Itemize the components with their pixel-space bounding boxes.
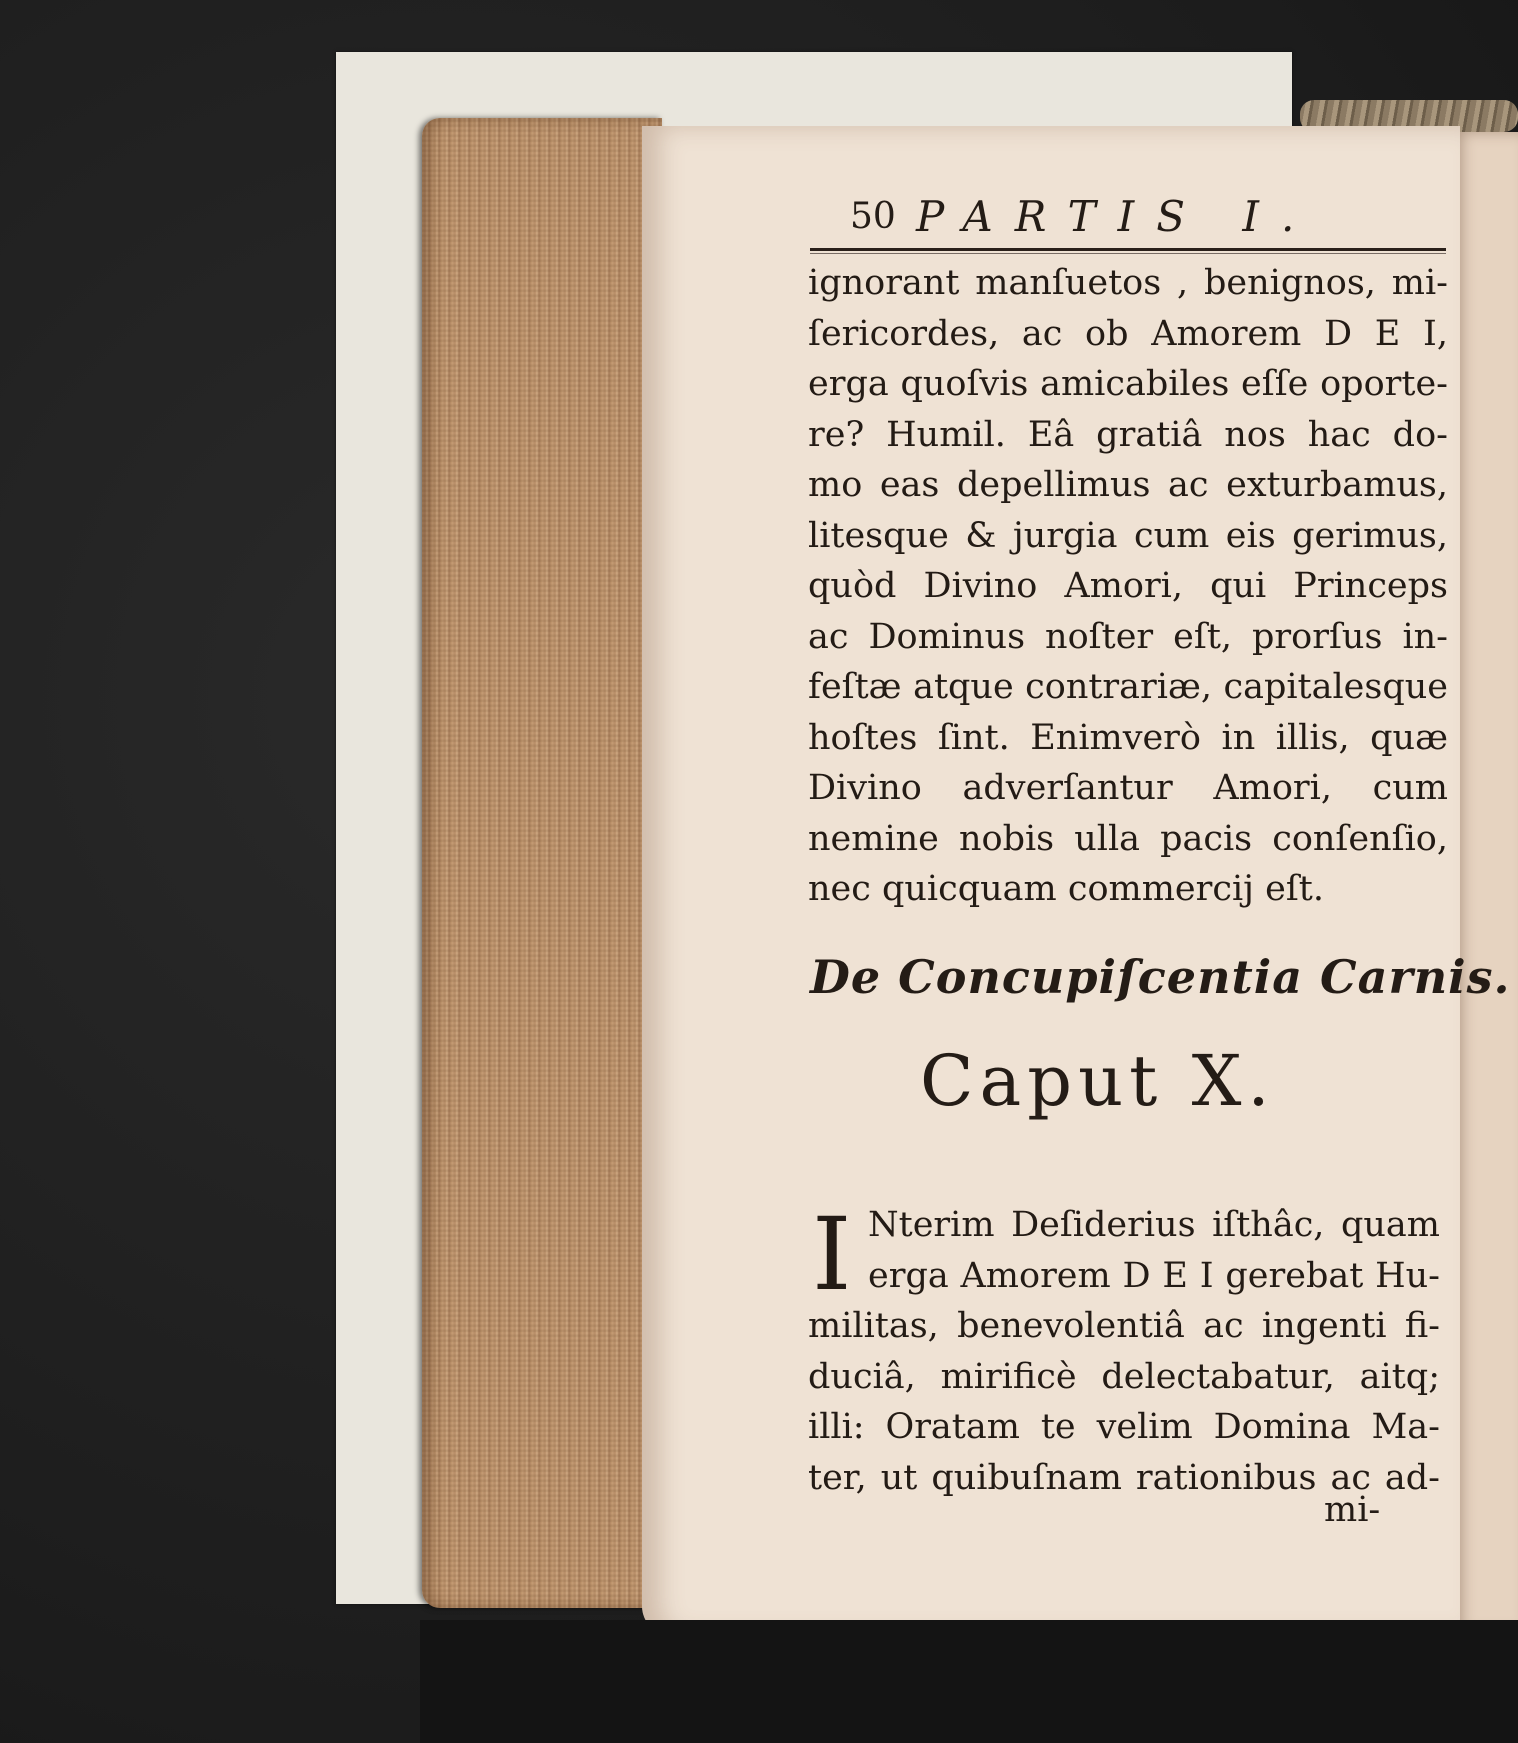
bottom-shadow [420, 1620, 1518, 1743]
text-line: re? Humil. Eâ gratiâ nos hac do- [808, 414, 1448, 455]
text-line: ter, ut quibuſnam rationibus ac ad- [808, 1457, 1440, 1498]
body-text [808, 258, 1448, 915]
text-line: Nterim Deſiderius iſthâc, quam [868, 1205, 1440, 1245]
section-subheading: De Concupiſcentia Carnis. [810, 950, 1511, 1004]
header-rule [810, 248, 1446, 251]
text-line: illi: Oratam te velim Domina Ma- [808, 1407, 1440, 1447]
drop-cap: I [812, 1196, 852, 1313]
text-line: erga quoſvis amicabiles eſſe oporte- [808, 364, 1448, 404]
chapter-body-text [808, 1196, 1440, 1503]
text-line: nec quicquam commercij eſt. [808, 869, 1324, 909]
chapter-title: Caput X. [920, 1040, 1276, 1122]
text-line: hoſtes ſint. Enimverò in illis, quæ [808, 717, 1448, 758]
text-line: ſericordes, ac ob Amorem D E I, [808, 313, 1448, 354]
text-line: quòd Divino Amori, qui Princeps [808, 566, 1448, 606]
catchword: mi- [1324, 1490, 1381, 1530]
facing-page-edge [1452, 132, 1518, 1632]
text-line: erga Amorem D E I gerebat Hu- [868, 1255, 1440, 1296]
text-line: duciâ, mirificè delectabatur, aitq; [808, 1356, 1440, 1397]
header-rule-thin [810, 253, 1446, 254]
text-line: litesque & jurgia cum eis gerimus, [808, 515, 1448, 556]
text-line: nemine nobis ulla pacis conſenſio, [808, 818, 1448, 859]
running-head: PARTIS I. [916, 192, 1317, 241]
page-number: 50 [850, 196, 896, 237]
text-line: militas, benevolentiâ ac ingenti fi- [808, 1306, 1440, 1346]
text-line: Divino adverſantur Amori, cum [808, 768, 1448, 808]
text-line: feſtæ atque contrariæ, capitalesque [808, 667, 1448, 707]
text-line: ignorant manſuetos , benignos, mi- [808, 263, 1448, 303]
book-fore-edge [422, 118, 662, 1608]
text-line: ac Dominus noſter eſt, prorſus in- [808, 616, 1448, 657]
text-line: mo eas depellimus ac exturbamus, [808, 465, 1448, 505]
